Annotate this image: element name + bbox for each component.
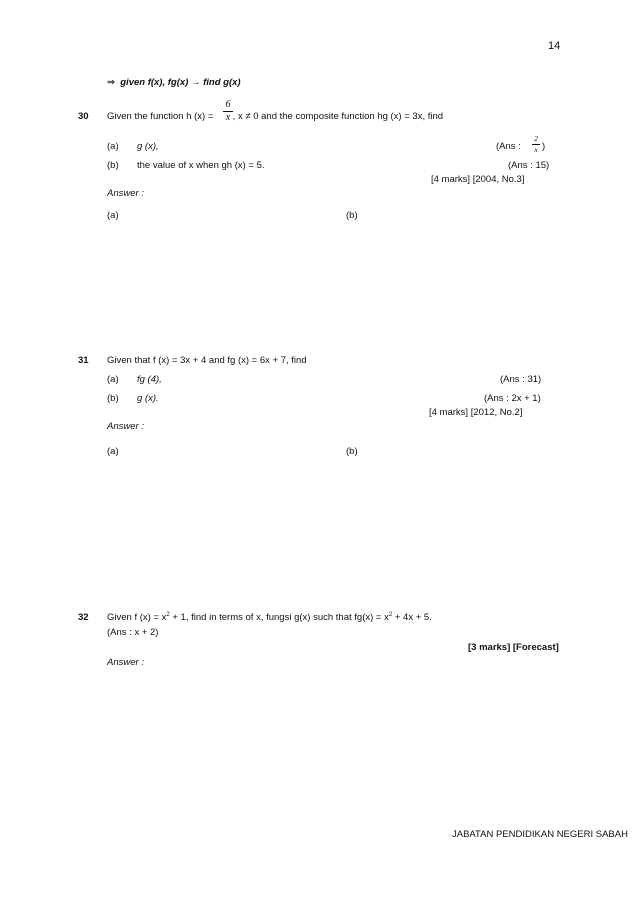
q30-part-b-label: (b) [107, 160, 119, 171]
q30-answer-label: Answer : [107, 188, 144, 199]
q30-fraction-denominator: x [225, 112, 231, 123]
q30-marks: [4 marks] [2004, No.3] [431, 174, 525, 185]
q31-part-b-text: g (x). [137, 393, 159, 404]
q30-part-b-text: the value of x when gh (x) = 5. [137, 160, 265, 171]
q30-part-a-answer-pre: (Ans : [496, 141, 521, 152]
q30-fraction [223, 100, 233, 123]
q31-part-b-label: (b) [107, 393, 119, 404]
section-heading-text: given f(x), fg(x) → find g(x) [120, 77, 241, 88]
question-number-30: 30 [78, 111, 89, 122]
q31-answer-col-b: (b) [346, 446, 358, 457]
q30-part-a-answer-fraction [532, 135, 540, 153]
q30-part-a-answer-close: ) [542, 141, 546, 152]
q32-stem-post: + 4x + 5. [392, 612, 432, 623]
q30-stem-post: , x ≠ 0 and the composite function hg (x) = 3x, find [230, 111, 444, 122]
implies-arrow: ⇒ [107, 77, 115, 88]
q30-answer-col-b: (b) [346, 210, 358, 221]
section-heading [107, 77, 241, 88]
q30-part-a-label: (a) [107, 141, 119, 152]
q32-exponent-2: 2 [388, 611, 393, 618]
q31-part-a-text: fg (4), [137, 374, 162, 385]
q31-part-b-answer: (Ans : 2x + 1) [484, 393, 541, 404]
footer-text: JABATAN PENDIDIKAN NEGERI SABAH [452, 829, 628, 840]
q30-part-a-answer [496, 141, 521, 152]
q30-part-b-answer: (Ans : 15) [508, 160, 550, 171]
q30-stem [107, 111, 443, 122]
q32-stem [107, 612, 432, 623]
q32-stem-pre: Given f (x) = x [107, 612, 167, 623]
q32-answer-hint: (Ans : x + 2) [107, 627, 159, 638]
q31-answer-label: Answer : [107, 421, 144, 432]
q32-exponent-1: 2 [166, 611, 170, 618]
q30-answer-numerator: 2 [534, 134, 538, 143]
q30-fraction-numerator: 6 [225, 99, 231, 110]
q31-marks: [4 marks] [2012, No.2] [429, 407, 523, 418]
q30-answer-denominator: x [534, 144, 538, 154]
q32-marks: [3 marks] [Forecast] [468, 642, 559, 653]
question-number-31: 31 [78, 355, 89, 366]
q31-part-a-label: (a) [107, 374, 119, 385]
question-number-32: 32 [78, 612, 89, 623]
page-number: 14 [548, 40, 561, 52]
q32-answer-label: Answer : [107, 657, 144, 668]
q32-stem-mid: + 1, find in terms of x, fungsi g(x) such that fg(x) = x [169, 612, 389, 623]
q31-stem: Given that f (x) = 3x + 4 and fg (x) = 6x + 7, find [107, 355, 307, 366]
q30-stem-pre: Given the function h (x) = [107, 111, 217, 122]
q30-part-a-text: g (x), [137, 141, 159, 152]
q30-answer-col-a: (a) [107, 210, 119, 221]
q31-part-a-answer: (Ans : 31) [500, 374, 542, 385]
q31-answer-col-a: (a) [107, 446, 119, 457]
